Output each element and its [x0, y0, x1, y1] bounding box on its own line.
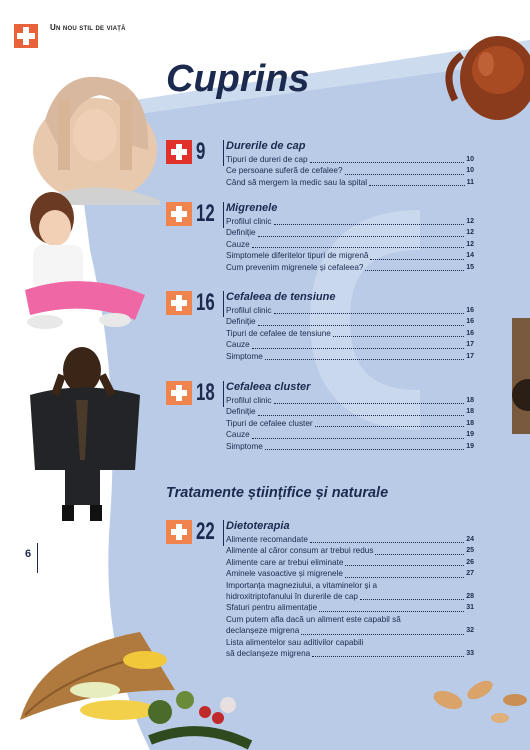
orange-cross-icon — [166, 291, 192, 315]
toc-entry-text: Tipuri de cefalee de tensiune — [226, 328, 331, 338]
toc-entry-leader — [265, 359, 464, 360]
toc-entry-leader — [375, 554, 464, 555]
toc-entry-text: Când să mergem la medic sau la spital — [226, 177, 368, 187]
toc-entry[interactable] — [226, 154, 474, 165]
toc-entry[interactable] — [226, 602, 474, 613]
toc-entry-page: 19 — [466, 431, 474, 439]
page-number: 6 — [25, 548, 32, 560]
section-entries — [226, 305, 474, 362]
section-divider — [223, 381, 224, 407]
section-entries — [226, 154, 474, 188]
toc-entry-text: Definiție — [226, 228, 256, 238]
toc-entry[interactable] — [226, 580, 474, 603]
toc-entry-leader — [252, 438, 465, 439]
toc-entry-page: 12 — [466, 240, 474, 248]
toc-entry-leader — [274, 403, 465, 404]
toc-entry-text: Profilul clinic — [226, 396, 272, 405]
toc-entry-text: Cauze — [226, 430, 250, 440]
toc-entry-leader — [252, 348, 465, 349]
toc-entry[interactable] — [226, 534, 474, 545]
toc-entry[interactable] — [226, 614, 474, 637]
toc-entry-leader — [258, 236, 465, 237]
toc-entry[interactable] — [226, 429, 474, 440]
toc-entry-leader — [345, 577, 464, 578]
section-entries — [226, 216, 474, 273]
red-cross-icon — [166, 140, 192, 164]
toc-entry-text-line1: Lista alimentelor sau aditivilor capabili — [226, 637, 364, 647]
toc-entry-page: 18 — [466, 397, 474, 404]
toc-entry-leader — [365, 270, 464, 271]
toc-entry-text: Profilul clinic — [226, 306, 272, 315]
toc-entry-text: Alimente al căror consum ar trebui redus — [226, 546, 374, 556]
section-divider — [223, 140, 224, 166]
toc-entry-leader — [274, 313, 465, 314]
toc-entry-text: declanșeze migrena — [226, 626, 300, 636]
toc-entry-text: Simptome — [226, 351, 263, 361]
section-divider — [223, 520, 224, 546]
toc-section-9 — [166, 140, 474, 188]
toc-entry-leader — [258, 415, 465, 416]
toc-entry[interactable] — [226, 441, 474, 452]
toc-entry-text: Alimente recomandate — [226, 535, 308, 544]
toc-entry[interactable] — [226, 262, 474, 273]
toc-entry[interactable] — [226, 418, 474, 429]
toc-entry[interactable] — [226, 395, 474, 406]
toc-section-12 — [166, 202, 474, 273]
toc-entry-leader — [333, 336, 464, 337]
header-title: Un nou stil de viață — [50, 23, 126, 32]
toc-entry[interactable] — [226, 568, 474, 579]
toc-entry-page: 17 — [466, 341, 474, 349]
toc-entry-page: 18 — [466, 419, 474, 427]
tratament-heading: Tratamente științifice și naturale — [166, 485, 389, 501]
toc-entry-text: hidroxitriptofanului în durerile de cap — [226, 592, 358, 602]
toc-entry-text: Simptome — [226, 441, 263, 451]
toc-entry-page: 16 — [466, 329, 474, 337]
section-entries — [226, 395, 474, 452]
toc-entry-leader — [360, 599, 464, 600]
toc-entry-leader — [315, 426, 465, 427]
toc-entry[interactable] — [226, 637, 474, 660]
toc-entry-text: Simptomele diferitelor tipuri de migrenă — [226, 251, 369, 261]
toc-entry-leader — [265, 449, 464, 450]
brand-logo — [14, 24, 38, 48]
toc-entry[interactable] — [226, 165, 474, 176]
toc-entry-page: 10 — [466, 167, 474, 175]
toc-entry[interactable] — [226, 227, 474, 238]
toc-entry-row — [226, 591, 474, 602]
section-number: 16 — [196, 289, 215, 316]
section-divider — [223, 202, 224, 228]
toc-entry-leader — [310, 162, 465, 163]
toc-entry-page: 18 — [466, 408, 474, 416]
toc-entry-text: Aminele vasoactive și migrenele — [226, 569, 343, 579]
toc-entry-page: 16 — [466, 318, 474, 326]
section-number: 18 — [196, 379, 215, 406]
page-number-divider — [37, 543, 38, 573]
section-title: Cefaleea de tensiune — [226, 291, 336, 303]
toc-entry-text: să declanșeze migrena — [226, 649, 311, 659]
section-number: 22 — [196, 518, 215, 545]
toc-entry-page: 32 — [466, 627, 474, 635]
toc-entry-leader — [310, 542, 464, 543]
toc-section-22 — [166, 520, 474, 659]
section-number: 9 — [196, 138, 206, 165]
toc-entry-leader — [274, 224, 465, 225]
toc-entry[interactable] — [226, 177, 474, 188]
toc-entry-text: Definiție — [226, 407, 256, 417]
section-title: Dietoterapia — [226, 520, 290, 532]
toc-entry[interactable] — [226, 545, 474, 556]
toc-section-16 — [166, 291, 474, 362]
orange-cross-icon — [166, 202, 192, 226]
toc-entry-page: 12 — [466, 218, 474, 225]
toc-entry[interactable] — [226, 305, 474, 316]
toc-entry[interactable] — [226, 351, 474, 362]
toc-entry-leader — [345, 174, 465, 175]
section-title: Durerile de cap — [226, 140, 306, 152]
toc-entry-page: 16 — [466, 307, 474, 314]
toc-entry-text-line1: Importanța magneziului, a vitaminelor și a — [226, 580, 378, 590]
toc-entry-page: 27 — [466, 570, 474, 578]
toc-entry-leader — [258, 325, 465, 326]
toc-entry-page: 15 — [466, 263, 474, 271]
page-title: Cuprins — [166, 58, 310, 100]
section-divider — [223, 291, 224, 317]
toc-entry[interactable] — [226, 239, 474, 250]
toc-entry-text: Profilul clinic — [226, 217, 272, 226]
toc-entry-leader — [252, 247, 465, 248]
toc-entry-text: Cum prevenim migrenele și cefaleea? — [226, 262, 364, 272]
toc-entry[interactable] — [226, 216, 474, 227]
toc-entry[interactable] — [226, 339, 474, 350]
toc-entry[interactable] — [226, 328, 474, 339]
toc-entry[interactable] — [226, 316, 474, 327]
toc-entry-page: 33 — [466, 650, 474, 658]
toc-entry-leader — [301, 634, 464, 635]
toc-entry-text: Cauze — [226, 340, 250, 350]
toc-entry-page: 31 — [466, 604, 474, 612]
section-entries — [226, 534, 474, 659]
toc-entry-page: 25 — [466, 547, 474, 555]
toc-entry-text: Ce persoane suferă de cefalee? — [226, 166, 343, 176]
toc-entry-leader — [369, 185, 465, 186]
toc-section-18 — [166, 381, 474, 452]
toc-entry-page: 26 — [466, 558, 474, 566]
toc-entry-leader — [319, 611, 464, 612]
toc-entry-leader — [370, 259, 464, 260]
toc-entry-page: 17 — [466, 352, 474, 360]
toc-entry-page: 12 — [466, 229, 474, 237]
toc-entry-text: Alimente care ar trebui eliminate — [226, 557, 344, 567]
toc-entry-text-line1: Cum putem afla dacă un aliment este capabil să — [226, 614, 401, 624]
section-title: Migrenele — [226, 202, 278, 214]
toc-entry-text: Tipuri de cefalee cluster — [226, 418, 313, 428]
toc-entry-page: 19 — [466, 442, 474, 450]
toc-entry-page: 14 — [466, 252, 474, 260]
toc-entry-text: Cauze — [226, 239, 250, 249]
toc-entry[interactable] — [226, 250, 474, 261]
orange-cross-icon — [166, 520, 192, 544]
toc-entry-leader — [345, 565, 464, 566]
toc-entry-row — [226, 648, 474, 659]
toc-entry-leader — [312, 656, 464, 657]
toc-entry[interactable] — [226, 406, 474, 417]
toc-entry-page: 11 — [466, 178, 474, 186]
section-title: Cefaleea cluster — [226, 381, 311, 393]
toc-entry-text: Definiție — [226, 317, 256, 327]
toc-entry[interactable] — [226, 557, 474, 568]
toc-entry-page: 10 — [466, 156, 474, 163]
toc-entry-text: Tipuri de dureri de cap — [226, 155, 308, 164]
toc-entry-page: 28 — [466, 593, 474, 601]
toc-entry-row — [226, 625, 474, 636]
toc-entry-page: 24 — [466, 536, 474, 543]
toc-entry-text: Sfaturi pentru alimentație — [226, 603, 318, 613]
orange-cross-icon — [166, 381, 192, 405]
section-number: 12 — [196, 200, 215, 227]
